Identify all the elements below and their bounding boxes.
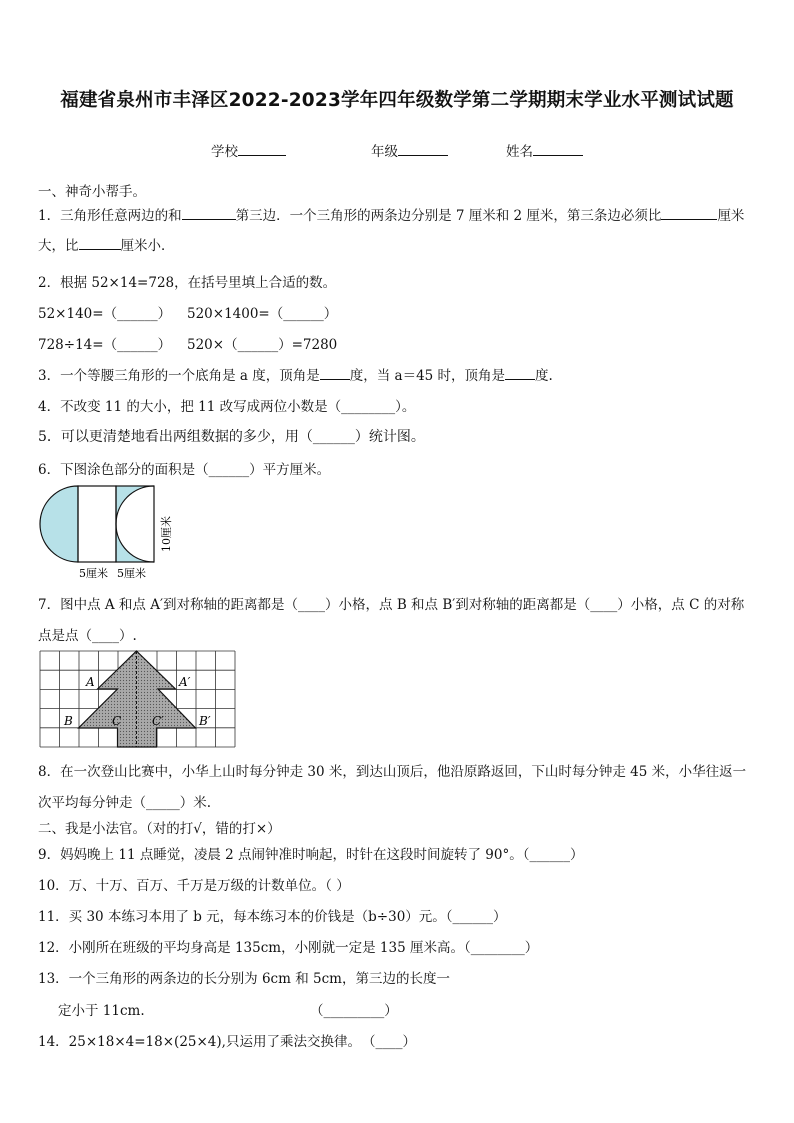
page-title: 福建省泉州市丰泽区2022-2023学年四年级数学第二学期期末学业水平测试试题 xyxy=(60,90,734,111)
q3-blank-2[interactable] xyxy=(505,366,535,380)
question-4[interactable]: 4．不改变 11 的大小，把 11 改写成两位小数是（________）。 xyxy=(38,399,416,415)
q1-text-a: 1．三角形任意两边的和 xyxy=(38,208,182,224)
section-1-heading: 一、神奇小帮手。 xyxy=(38,184,146,200)
name-label: 姓名 xyxy=(506,144,533,160)
q7-label-A: A xyxy=(86,675,95,689)
q6-label-height: 10厘米 xyxy=(160,516,173,552)
q7-label-C: C xyxy=(112,714,122,728)
question-13-line-1: 13．一个三角形的两条边的长分别为 6cm 和 5cm，第三边的长度一 xyxy=(38,971,450,987)
question-6[interactable]: 6．下图涂色部分的面积是（______）平方厘米。 xyxy=(38,462,331,478)
q7-label-B: B xyxy=(64,714,73,728)
q3-text-a: 3．一个等腰三角形的一个底角是 a 度，顶角是 xyxy=(38,368,320,384)
q7-label-C2: C′ xyxy=(152,714,164,728)
question-3 xyxy=(38,364,553,384)
school-blank[interactable] xyxy=(238,141,286,156)
name-field xyxy=(506,140,583,160)
question-1 xyxy=(38,201,758,261)
school-label: 学校 xyxy=(211,144,238,160)
q1-text-c: 厘米 xyxy=(717,208,745,224)
q1-text-e: 厘米小． xyxy=(120,238,175,254)
q2-item-b[interactable]: 520×1400=（______） xyxy=(187,306,338,322)
q6-rect-left xyxy=(78,486,116,562)
question-9[interactable]: 9．妈妈晚上 11 点睡觉，凌晨 2 点闹钟准时响起，时针在这段时间旋转了 90°。（______） xyxy=(38,847,584,863)
section-2-heading: 二、我是小法官。（对的打√，错的打×） xyxy=(38,821,281,837)
question-8-line-2[interactable]: 次平均每分钟走（_____）米. xyxy=(38,795,212,811)
question-8-line-1[interactable]: 8．在一次登山比赛中，小华上山时每分钟走 30 米，到达山顶后，他沿原路返回，下山时每分钟走 45 米，小华往返一 xyxy=(38,764,747,780)
q3-text-b: 度，当 a＝45 时，顶角是 xyxy=(349,368,506,384)
q7-label-A2: A′ xyxy=(179,675,191,689)
q1-text-b: 第三边．一个三角形的两条边分别是 7 厘米和 2 厘米，第三条边必须比 xyxy=(235,208,662,224)
q7-grid-figure xyxy=(38,649,240,751)
q13-answer[interactable]: （_________） xyxy=(310,1003,398,1019)
q14-answer[interactable]: （____） xyxy=(362,1034,416,1050)
q1-blank-2[interactable] xyxy=(661,206,717,220)
q2-item-d[interactable]: 520×（______）=7280 xyxy=(187,337,338,353)
question-5[interactable]: 5．可以更清楚地看出两组数据的多少，用（______）统计图。 xyxy=(38,429,425,445)
q7-label-B2: B′ xyxy=(199,714,211,728)
q1-blank-3[interactable] xyxy=(79,236,121,250)
question-10[interactable]: 10．万、十万、百万、千万是万级的计数单位。（ ） xyxy=(38,878,350,894)
question-7-line-1[interactable]: 7．图中点 A 和点 A′到对称轴的距离都是（____）小格，点 B 和点 B′到对称轴的距离都是（____）小格，点 C 的对称 xyxy=(38,597,745,613)
q2-item-c[interactable]: 728÷14=（______） xyxy=(38,337,172,353)
q2-stem: 2．根据 52×14=728，在括号里填上合适的数。 xyxy=(38,275,337,291)
question-11[interactable]: 11．买 30 本练习本用了 b 元，每本练习本的价钱是（b÷30）元。（______） xyxy=(38,909,507,925)
question-13-line-2: 定小于 11cm. xyxy=(58,1003,145,1019)
q6-figure xyxy=(38,482,178,582)
q6-label-w1: 5厘米 xyxy=(79,567,108,580)
q6-label-w2: 5厘米 xyxy=(117,567,146,580)
school-field xyxy=(211,140,286,160)
q3-text-c: 度. xyxy=(535,368,553,384)
q6-left-semicircle xyxy=(40,486,78,562)
grade-label: 年级 xyxy=(371,144,398,160)
grade-field xyxy=(371,140,448,160)
grade-blank[interactable] xyxy=(398,141,448,156)
question-12[interactable]: 12．小刚所在班级的平均身高是 135cm，小刚就一定是 135 厘米高。（________） xyxy=(38,940,539,956)
q1-blank-1[interactable] xyxy=(182,206,236,220)
question-7-line-2[interactable]: 点是点（____）. xyxy=(38,628,137,644)
question-14: 14．25×18×4=18×(25×4),只运用了乘法交换律。 xyxy=(38,1034,361,1050)
q2-item-a[interactable]: 52×140=（______） xyxy=(38,306,172,322)
name-blank[interactable] xyxy=(533,141,583,156)
q6-right-shaded xyxy=(116,486,154,562)
q3-blank-1[interactable] xyxy=(320,366,350,380)
q1-text-d: 大，比 xyxy=(38,238,79,254)
